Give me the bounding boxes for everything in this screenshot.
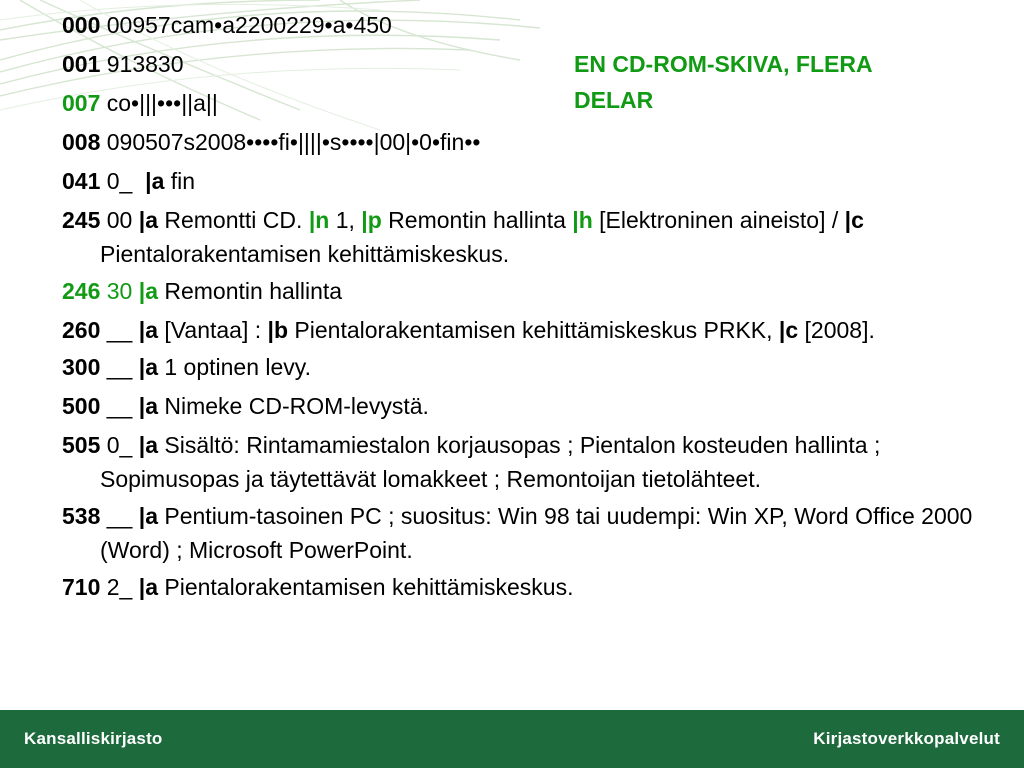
subfield-a: Remontti CD. (164, 207, 303, 233)
subfield-a: Sisältö: Rintamamiestalon korjausopas ; Pientalon kosteuden hallinta ; Sopimusopas ja täytettävät lomakkeet ; Remontoijan tietolähteet. (100, 432, 881, 492)
footer-logo-kansalliskirjasto: Kansalliskirjasto (24, 729, 163, 748)
field-tag: 000 (62, 12, 101, 38)
subfield-a: Pientalorakentamisen kehittämiskeskus. (164, 574, 574, 600)
subfield-a: Pentium-tasoinen PC ; suositus: Win 98 tai uudempi: Win XP, Word Office 2000 (Word) ; Microsoft PowerPoint. (100, 503, 973, 563)
subfield-code: |a (138, 278, 158, 304)
subfield-c: [2008]. (804, 317, 875, 343)
subfield-a: [Vantaa] : (164, 317, 262, 343)
subfield-code-h: |h (572, 207, 593, 233)
subfield-code: |a (138, 207, 158, 233)
marc-record (62, 8, 982, 609)
field-indicators: 30 (106, 278, 133, 304)
field-710 (62, 570, 982, 604)
field-041 (62, 164, 982, 198)
subfield-code: |a (138, 317, 158, 343)
field-tag: 246 (62, 278, 101, 304)
subfield-code-n: |n (308, 207, 330, 233)
field-indicators: __ (106, 354, 133, 380)
field-tag: 245 (62, 207, 101, 233)
field-000 (62, 8, 982, 42)
field-260 (62, 313, 982, 347)
field-indicators: 0_ (106, 432, 133, 458)
subfield-code: |a (138, 503, 158, 529)
field-value: 090507s2008••••fi•||||•s••••|00|•0•fin•• (106, 129, 481, 155)
subfield-code: |a (138, 393, 158, 419)
annotation-line-2: DELAR (574, 87, 654, 113)
subfield-p: Remontin hallinta (388, 207, 566, 233)
subfield-a: fin (170, 168, 196, 194)
subfield-code: |a (138, 354, 158, 380)
subfield-code-c: |c (844, 207, 864, 233)
field-tag: 007 (62, 90, 101, 116)
subfield-code-c: |c (778, 317, 799, 343)
subfield-c: Pientalorakentamisen kehittämiskeskus. (100, 241, 510, 267)
subfield-a: 1 optinen levy. (164, 354, 311, 380)
field-tag: 041 (62, 168, 101, 194)
field-value: 913830 (106, 51, 184, 77)
field-tag: 260 (62, 317, 101, 343)
field-indicators: 00 (106, 207, 133, 233)
field-008 (62, 125, 982, 159)
footer-bar (0, 710, 1024, 768)
field-538 (62, 499, 982, 567)
field-value: co•|||•••||a|| (106, 90, 218, 116)
subfield-code: |a (138, 168, 165, 194)
field-tag: 500 (62, 393, 101, 419)
field-indicators: __ (106, 317, 133, 343)
subfield-code: |a (138, 432, 158, 458)
subfield-a: Nimeke CD-ROM-levystä. (164, 393, 429, 419)
field-tag: 710 (62, 574, 101, 600)
field-245 (62, 203, 982, 271)
subfield-code-b: |b (267, 317, 289, 343)
field-indicators: 2_ (106, 574, 133, 600)
subfield-h: [Elektroninen aineisto] / (599, 207, 839, 233)
field-300 (62, 350, 982, 384)
subfield-code-p: |p (361, 207, 382, 233)
field-001 (62, 47, 982, 81)
footer-logo-kirjastoverkkopalvelut: Kirjastoverkkopalvelut (813, 729, 1000, 748)
subfield-n: 1, (335, 207, 355, 233)
field-505 (62, 428, 982, 496)
field-tag: 538 (62, 503, 101, 529)
field-tag: 008 (62, 129, 101, 155)
field-value: 00957cam•a2200229•a•450 (106, 12, 392, 38)
subfield-b: Pientalorakentamisen kehittämiskeskus PRKK, (294, 317, 773, 343)
subfield-code: |a (138, 574, 158, 600)
field-indicators: __ (106, 503, 133, 529)
field-500 (62, 389, 982, 423)
field-tag: 505 (62, 432, 101, 458)
field-007 (62, 86, 982, 120)
field-tag: 001 (62, 51, 101, 77)
annotation-line-1: EN CD-ROM-SKIVA, FLERA (574, 51, 873, 77)
field-tag: 300 (62, 354, 101, 380)
subfield-a: Remontin hallinta (164, 278, 343, 304)
field-246 (62, 274, 982, 308)
field-indicators: 0_ (106, 168, 133, 194)
field-indicators: __ (106, 393, 133, 419)
